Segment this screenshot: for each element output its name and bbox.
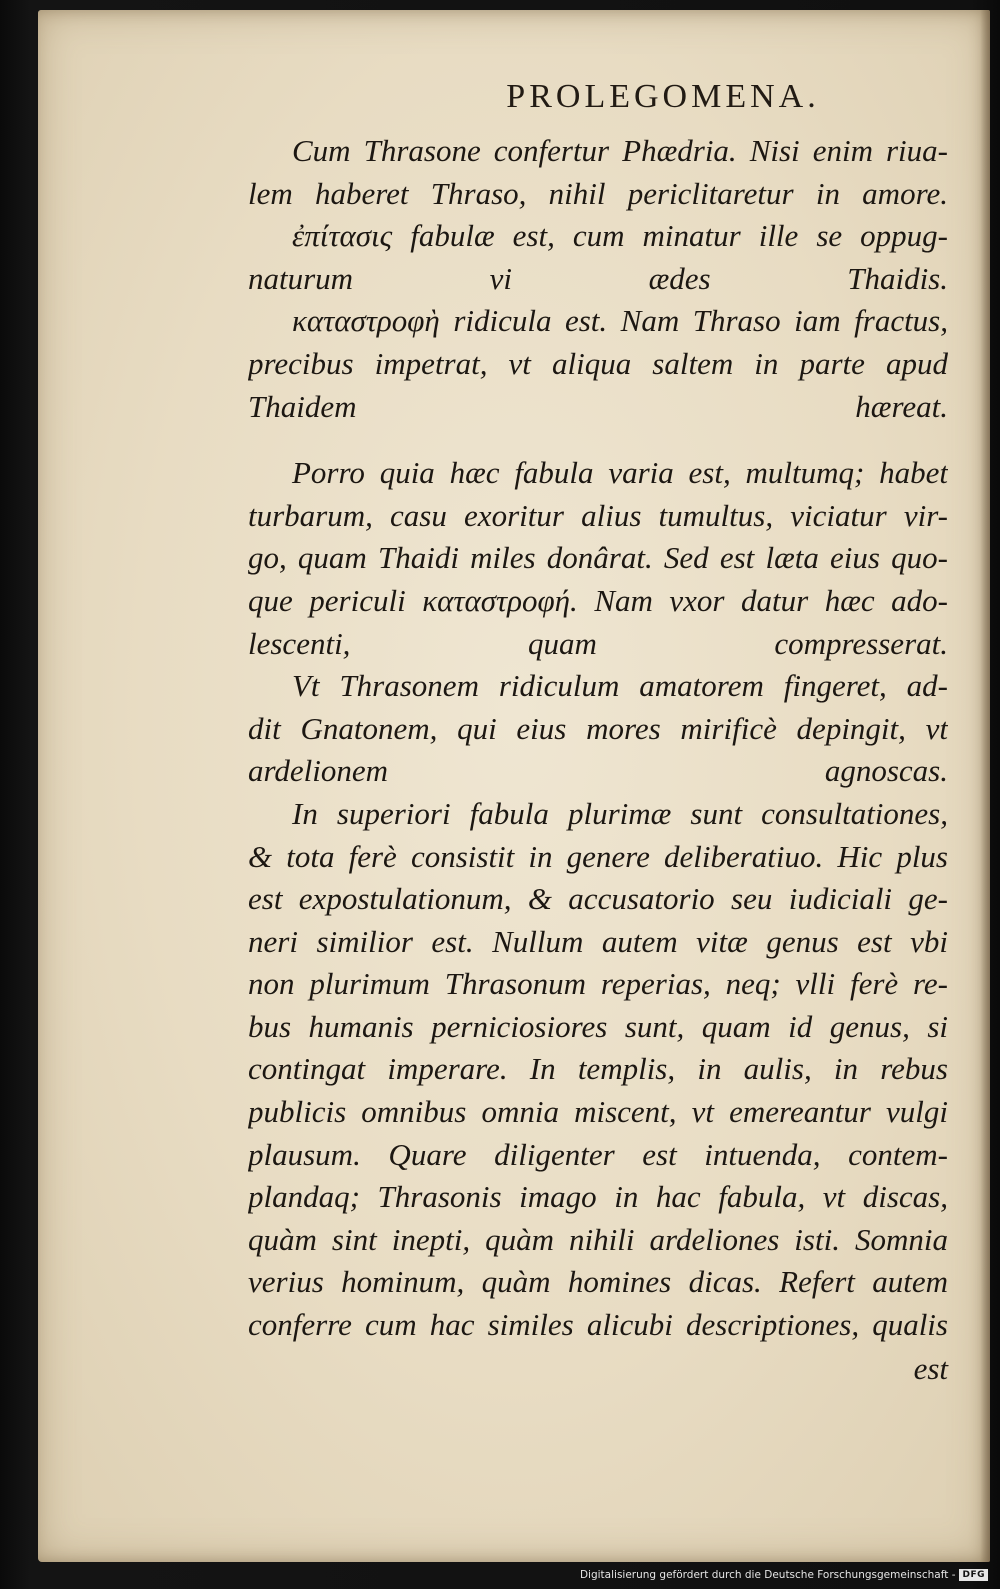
text-line: Porro quia hæc fabula varia est, multumq; habet (292, 455, 948, 491)
text-line: publicis omnibus omnia miscent, vt emereantur vulgi (248, 1094, 948, 1130)
text-line: contingat imperare. In templis, in aulis, in rebus (248, 1051, 948, 1087)
text-line: plausum. Quare diligenter est intuenda, contem- (248, 1136, 948, 1172)
text-line: Thaidem hæreat. (248, 388, 948, 424)
book-page (38, 10, 990, 1562)
paragraph (248, 215, 948, 300)
body-text (248, 130, 948, 1347)
text-line: bus humanis perniciosiores sunt, quam id genus, si (248, 1008, 948, 1044)
text-line: neri similior est. Nullum autem vitæ genus est vbi (248, 923, 948, 959)
paragraph (248, 130, 948, 215)
paragraph (248, 452, 948, 665)
paragraph (248, 665, 948, 793)
digitization-credit (580, 1569, 988, 1581)
dfg-logo-icon: DFG (959, 1569, 988, 1581)
running-head: PROLEGOMENA. (506, 78, 820, 115)
text-line: Cum Thrasone confertur Phædria. Nisi enim riua- (292, 133, 948, 168)
text-line: lescenti, quam compresserat. (248, 625, 948, 661)
text-line: quàm sint inepti, quàm nihili ardeliones isti. Somnia (248, 1221, 948, 1257)
paragraph (248, 793, 948, 1347)
text-line: lem haberet Thraso, nihil periclitaretur in amore. (248, 175, 948, 211)
text-line: Vt Thrasonem ridiculum amatorem fingeret, ad- (292, 668, 948, 704)
text-line: καταστροφὴ ridicula est. Nam Thraso iam fractus, (292, 303, 948, 339)
text-block (248, 74, 948, 1389)
paragraph-gap (248, 428, 948, 452)
text-line: & tota ferè consistit in genere deliberatiuo. Hic plus (248, 838, 948, 874)
text-line: plandaq; Thrasonis imago in hac fabula, vt discas, (248, 1179, 948, 1215)
text-line: ardelionem agnoscas. (248, 753, 948, 789)
text-line: In superiori fabula plurimæ sunt consultationes, (292, 795, 948, 831)
text-line: est expostulationum, & accusatorio seu iudiciali ge- (248, 881, 948, 917)
text-line: naturum vi ædes Thaidis. (248, 260, 948, 296)
text-line: que periculi καταστροφή. Nam vxor datur hæc ado- (248, 582, 948, 618)
text-line: ἐπίτασις fabulæ est, cum minatur ille se oppug- (292, 218, 948, 254)
text-line: dit Gnatonem, qui eius mores mirificè depingit, vt (248, 710, 948, 746)
text-line: precibus impetrat, vt aliqua saltem in parte apud (248, 345, 948, 381)
text-line: go, quam Thaidi miles donârat. Sed est læta eius quo- (248, 540, 948, 576)
text-line: verius hominum, quàm homines dicas. Refert autem (248, 1264, 948, 1300)
paragraph (248, 300, 948, 428)
text-line: turbarum, casu exoritur alius tumultus, viciatur vir- (248, 497, 948, 533)
catchword: est (913, 1350, 948, 1386)
credit-text: Digitalisierung gefördert durch die Deutsche Forschungsgemeinschaft - (579, 1569, 956, 1581)
text-line: conferre cum hac similes alicubi descriptiones, qualis (248, 1307, 948, 1343)
text-line: non plurimum Thrasonum reperias, neq; vlli ferè re- (248, 966, 948, 1002)
